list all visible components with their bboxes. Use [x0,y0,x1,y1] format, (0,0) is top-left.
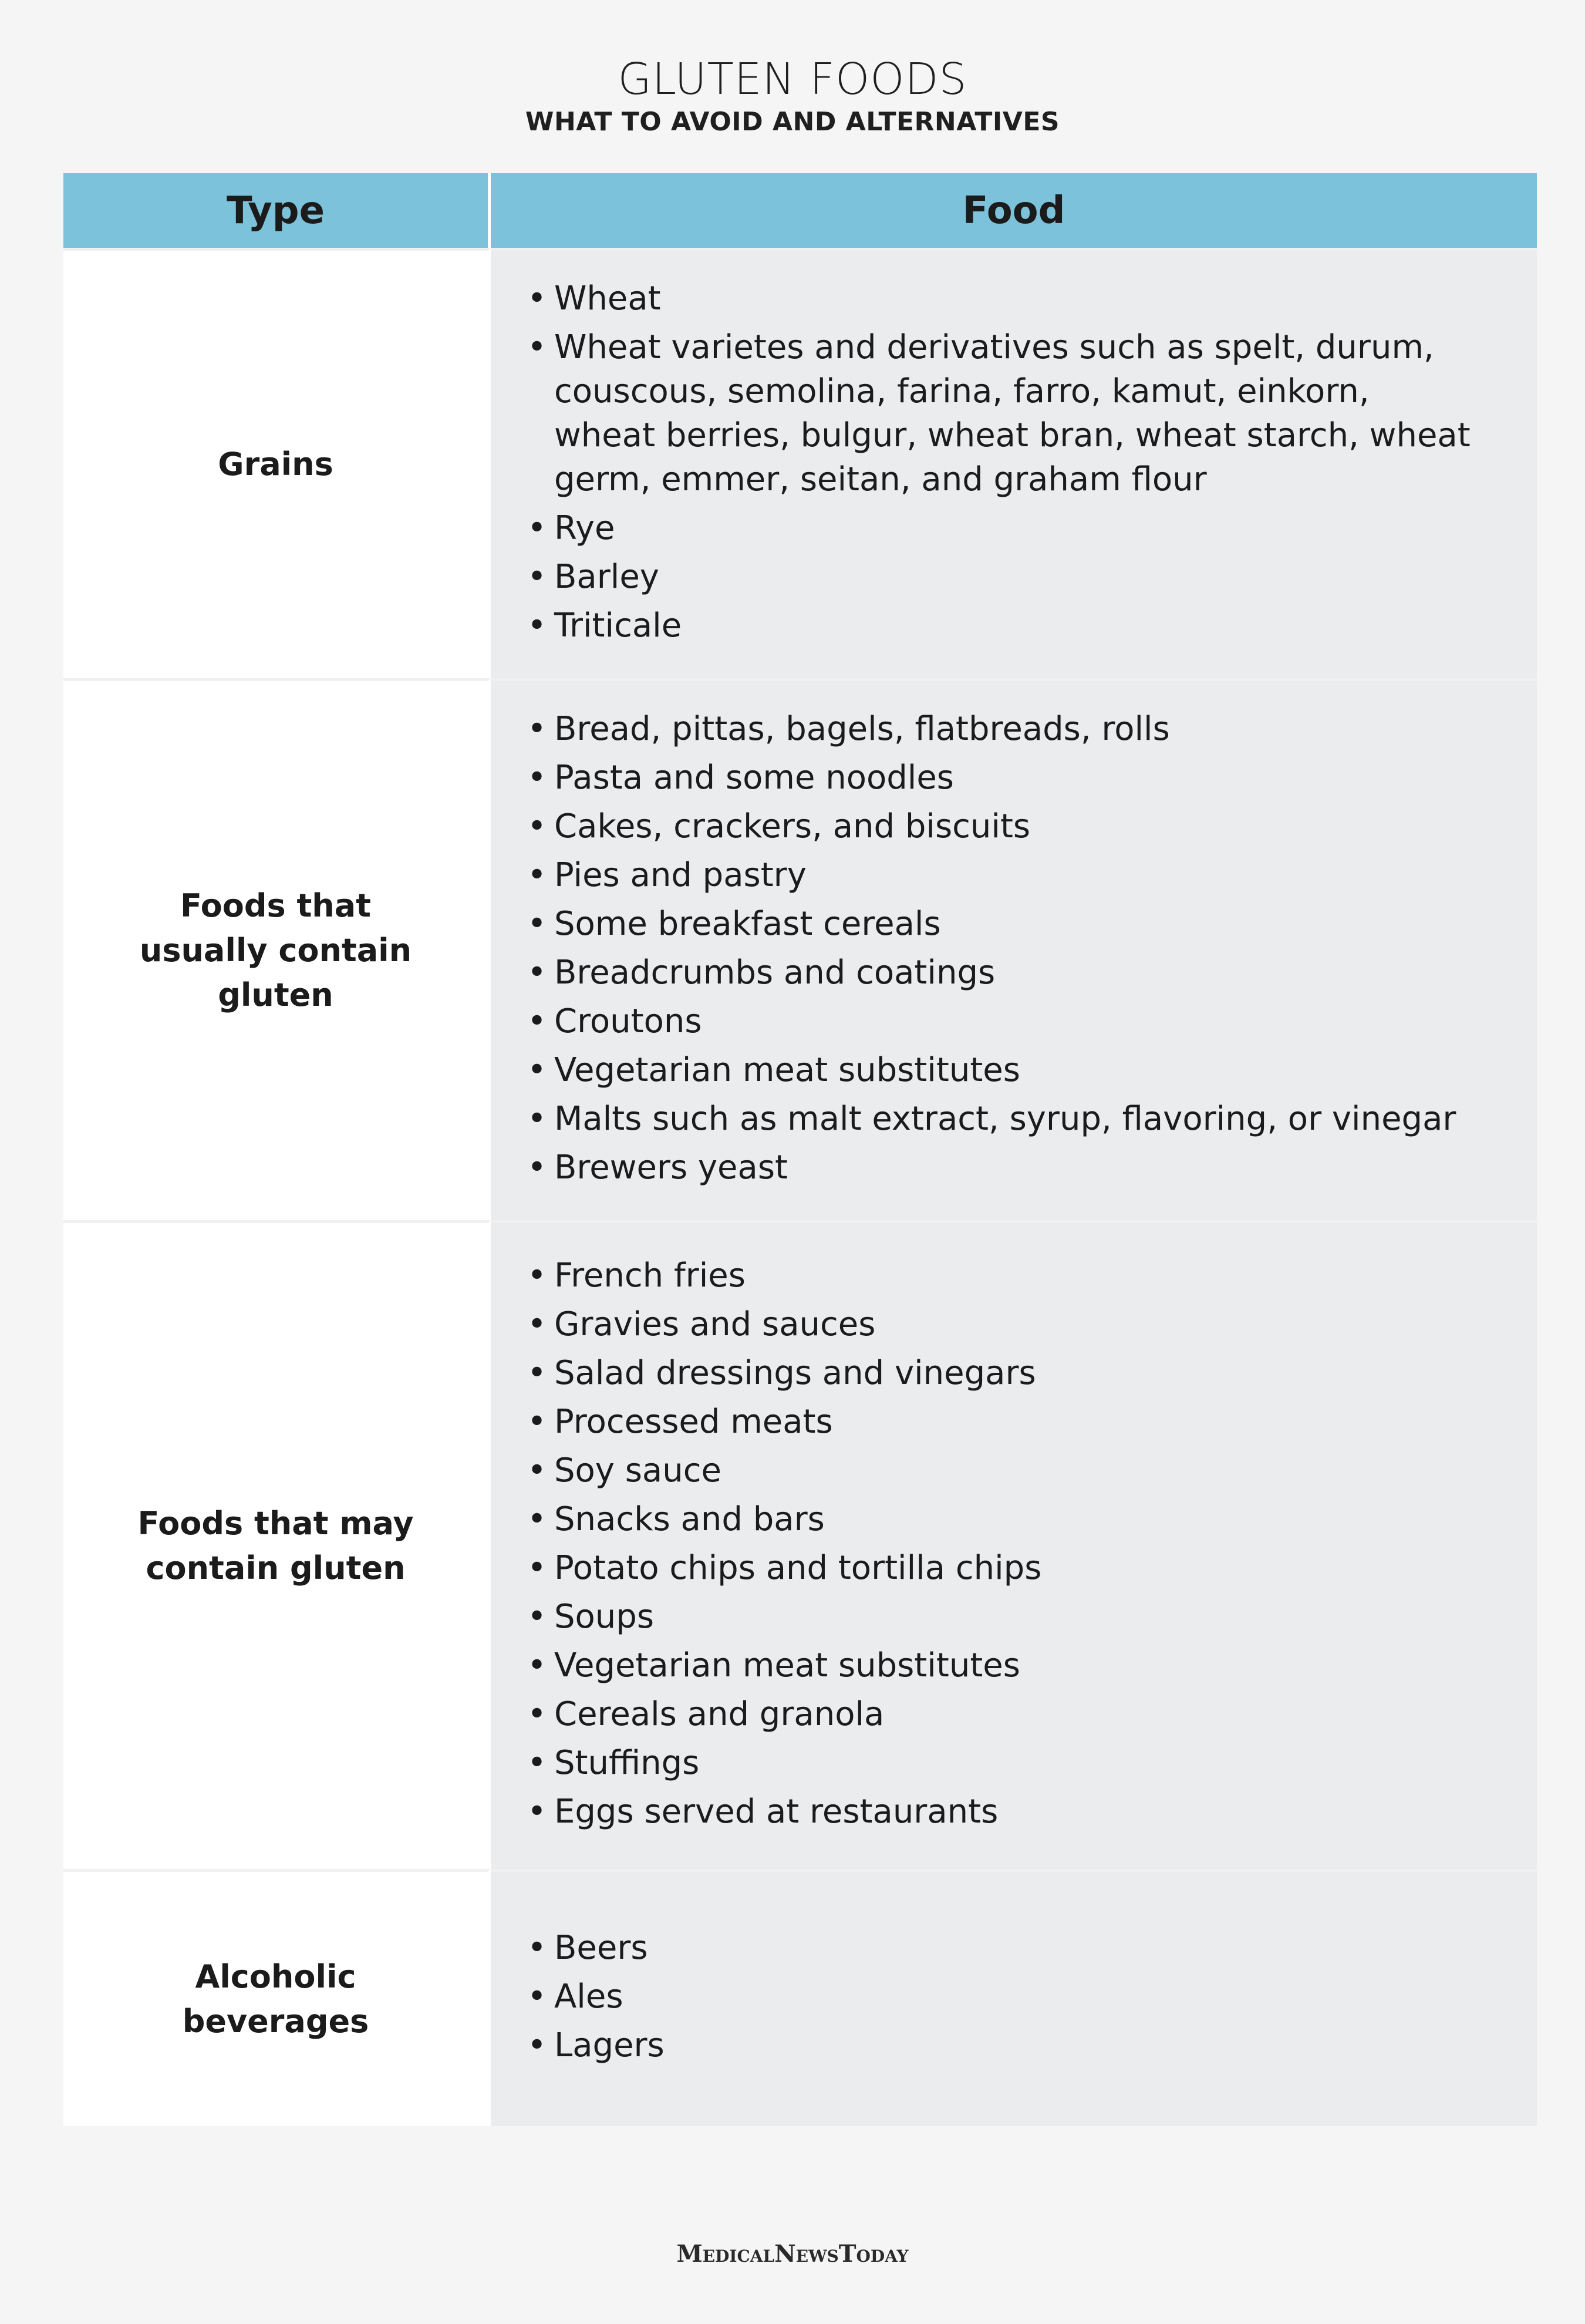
list-item: • Stuffings [491,1741,1537,1785]
list-item: • French fries [491,1254,1537,1298]
food-cell [491,678,1537,1220]
list-item: • Brewers yeast [491,1146,1537,1190]
table-row [63,1869,1537,2126]
list-item: • Malts such as malt extract, syrup, flavoring, or vinegar [491,1097,1537,1141]
food-cell [491,1869,1537,2126]
column-header-food: Food [491,173,1537,248]
list-item: • Bread, pittas, bagels, flatbreads, rolls [491,707,1537,751]
type-label: Grains [218,446,333,483]
table-row [63,248,1537,678]
list-item: • Cereals and granola [491,1692,1537,1736]
type-label: Foods that may contain gluten [137,1505,414,1587]
list-item: • Barley [491,555,1537,599]
food-cell [491,248,1537,678]
medical-news-today-logo: MedicalNewsToday [676,2240,909,2268]
list-item: • Vegetarian meat substitutes [491,1643,1537,1688]
type-cell [63,1220,491,1869]
list-item: • Wheat varietes and derivatives such as spelt, durum, couscous, semolina, farina, farro, kamut, einkorn, wheat berries, bulgur, wheat bran, wheat starch, wheat germ, emmer, seitan, and graham flour [491,325,1537,501]
list-item: • Soups [491,1595,1537,1639]
header [0,53,1585,139]
list-item: • Potato chips and tortilla chips [491,1546,1537,1590]
list-item: • Soy sauce [491,1449,1537,1493]
list-item: • Breadcrumbs and coatings [491,951,1537,995]
list-item: • Salad dressings and vinegars [491,1351,1537,1395]
list-item: • Eggs served at restaurants [491,1790,1537,1834]
list-item: • Triticale [491,604,1537,648]
list-item: • Snacks and bars [491,1497,1537,1541]
list-item: • Vegetarian meat substitutes [491,1048,1537,1092]
food-list [491,707,1537,1190]
list-item: • Gravies and sauces [491,1302,1537,1346]
type-label: Foods that usually contain gluten [139,887,412,1013]
food-cell [491,1220,1537,1869]
type-cell [63,1869,491,2126]
type-label: Alcoholic beverages [182,1958,369,2040]
gluten-foods-table [63,173,1537,2126]
list-item: • Wheat [491,277,1537,321]
food-list [491,1926,1537,2067]
list-item: • Cakes, crackers, and biscuits [491,804,1537,848]
table-row [63,1220,1537,1869]
list-item: • Croutons [491,999,1537,1043]
list-item: • Lagers [491,2023,1537,2067]
list-item: • Some breakfast cereals [491,902,1537,946]
list-item: • Rye [491,506,1537,550]
page-title: GLUTEN FOODS [618,54,967,105]
list-item: • Pies and pastry [491,853,1537,897]
type-cell [63,678,491,1220]
page-subtitle: WHAT TO AVOID AND ALTERNATIVES [525,107,1060,137]
table-row [63,678,1537,1220]
table-header-row [63,173,1537,248]
type-cell [63,248,491,678]
list-item: • Processed meats [491,1400,1537,1444]
food-list [491,1254,1537,1834]
list-item: • Pasta and some noodles [491,756,1537,800]
list-item: • Ales [491,1975,1537,2019]
food-list [491,277,1537,648]
column-header-type: Type [63,173,491,248]
list-item: • Beers [491,1926,1537,1970]
